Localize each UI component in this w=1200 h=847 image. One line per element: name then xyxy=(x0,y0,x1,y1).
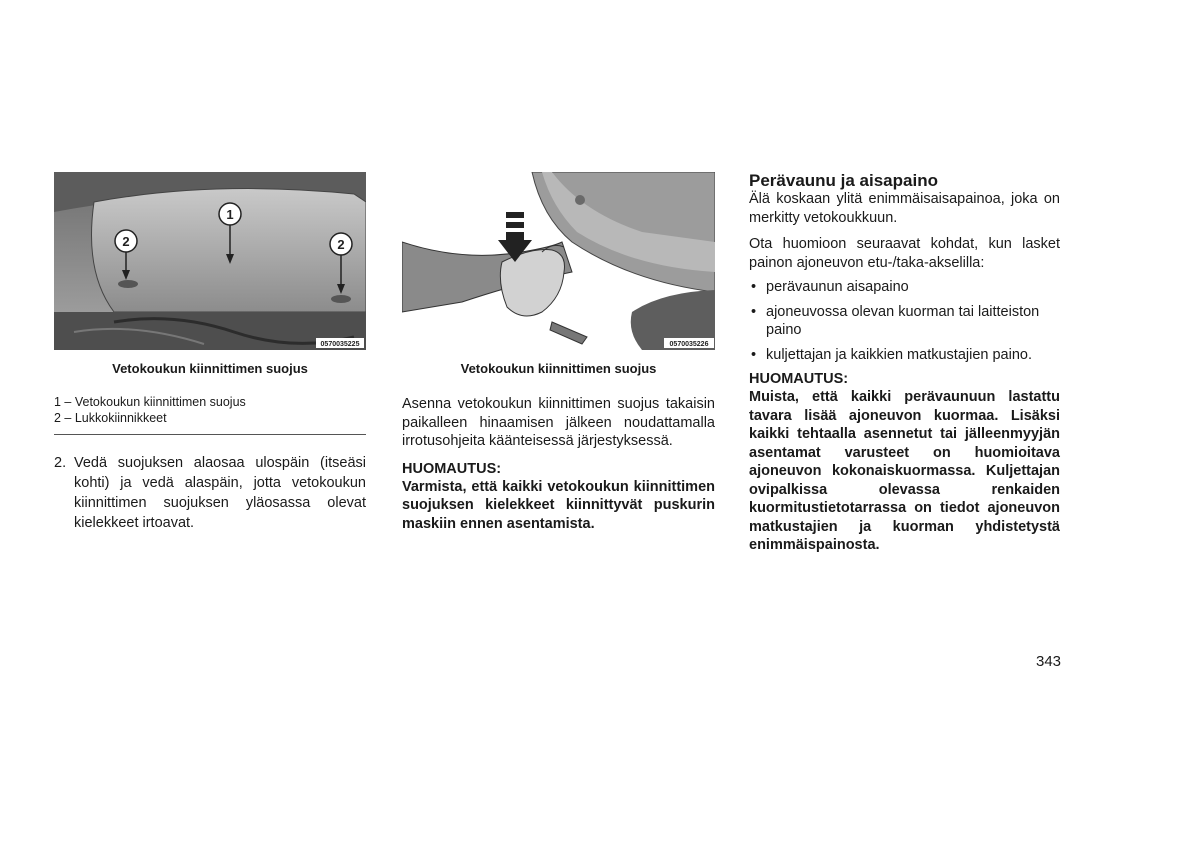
callout-1 xyxy=(219,203,241,225)
middle-column xyxy=(402,172,715,533)
figure-code: 0570035225 xyxy=(320,341,360,348)
list-item: • ajoneuvossa olevan kuorman tai laitteiston paino xyxy=(749,303,1060,340)
note-body: Varmista, että kaikki vetokoukun kiinnittimen suojuksen kielekkeet kiinnittyvät puskurin maskiin ennen asentamista. xyxy=(402,478,715,532)
intro-paragraph: Älä koskaan ylitä enimmäisaisapainoa, joka on merkitty vetokoukkuun. xyxy=(749,191,1060,226)
section-heading: Perävaunu ja aisapaino xyxy=(749,171,938,190)
legend-item: 2 – Lukkokiinnikkeet xyxy=(54,411,167,425)
cover-removal-illustration xyxy=(402,172,715,350)
step-number: 2. xyxy=(54,455,67,471)
right-column xyxy=(749,172,1060,555)
figure-code: 0570035226 xyxy=(669,341,709,348)
svg-text:1: 1 xyxy=(226,207,234,222)
note-heading: HUOMAUTUS: xyxy=(402,460,502,477)
callout-2-left xyxy=(115,230,137,252)
legend-item: 1 – Vetokoukun kiinnittimen suojus xyxy=(54,395,246,409)
note-heading: HUOMAUTUS: xyxy=(749,371,849,387)
reinstall-paragraph: Asenna vetokoukun kiinnittimen suojus takaisin paikalleen hinaamisen jälkeen noudattamalla irrotusohjeita käänteisessä järjestyksessä. xyxy=(402,396,715,449)
hitch-cover-figure xyxy=(54,172,366,350)
list-item: • perävaunun aisapaino xyxy=(749,278,1060,297)
hitch-cover-illustration xyxy=(54,172,366,350)
svg-text:2: 2 xyxy=(122,234,130,249)
axle-paragraph: Ota huomioon seuraavat kohdat, kun lasket painon ajoneuvon etu-/taka-akselilla: xyxy=(749,236,1060,271)
weight-list xyxy=(749,278,1060,364)
callout-2-right xyxy=(330,233,352,255)
list-item: • kuljettajan ja kaikkien matkustajien paino. xyxy=(749,346,1060,365)
left-column xyxy=(54,172,366,533)
figure-caption: Vetokoukun kiinnittimen suojus xyxy=(112,361,308,376)
figure-legend xyxy=(54,394,366,435)
note-body: Muista, että kaikki perävaunuun lastattu tavara lisää ajoneuvon kuormaa. Lisäksi kaikki tehtaalla asennetut tai jälleenmyyjän asentamat varusteet on huomioitava ajoneuvon kokonaiskuormassa. Kuljettajan ovipalkissa olevassa renkaiden kuormitustietotarrassa on tiedot ajoneuvon matkustajien ja kuorman yhdistetystä enimmäispainosta. xyxy=(749,389,1060,553)
figure-caption: Vetokoukun kiinnittimen suojus xyxy=(460,361,657,376)
svg-text:2: 2 xyxy=(337,237,345,252)
step-text: Vedä suojuksen alaosaa ulospäin (itseäsi kohti) ja vedä alaspäin, jotta vetokoukun kiinnittimen suojuksen yläosassa olevat kielekkeet irtoavat. xyxy=(74,455,366,531)
page-number: 343 xyxy=(1036,653,1062,670)
cover-removal-figure xyxy=(402,172,715,350)
instruction-step xyxy=(54,453,366,533)
